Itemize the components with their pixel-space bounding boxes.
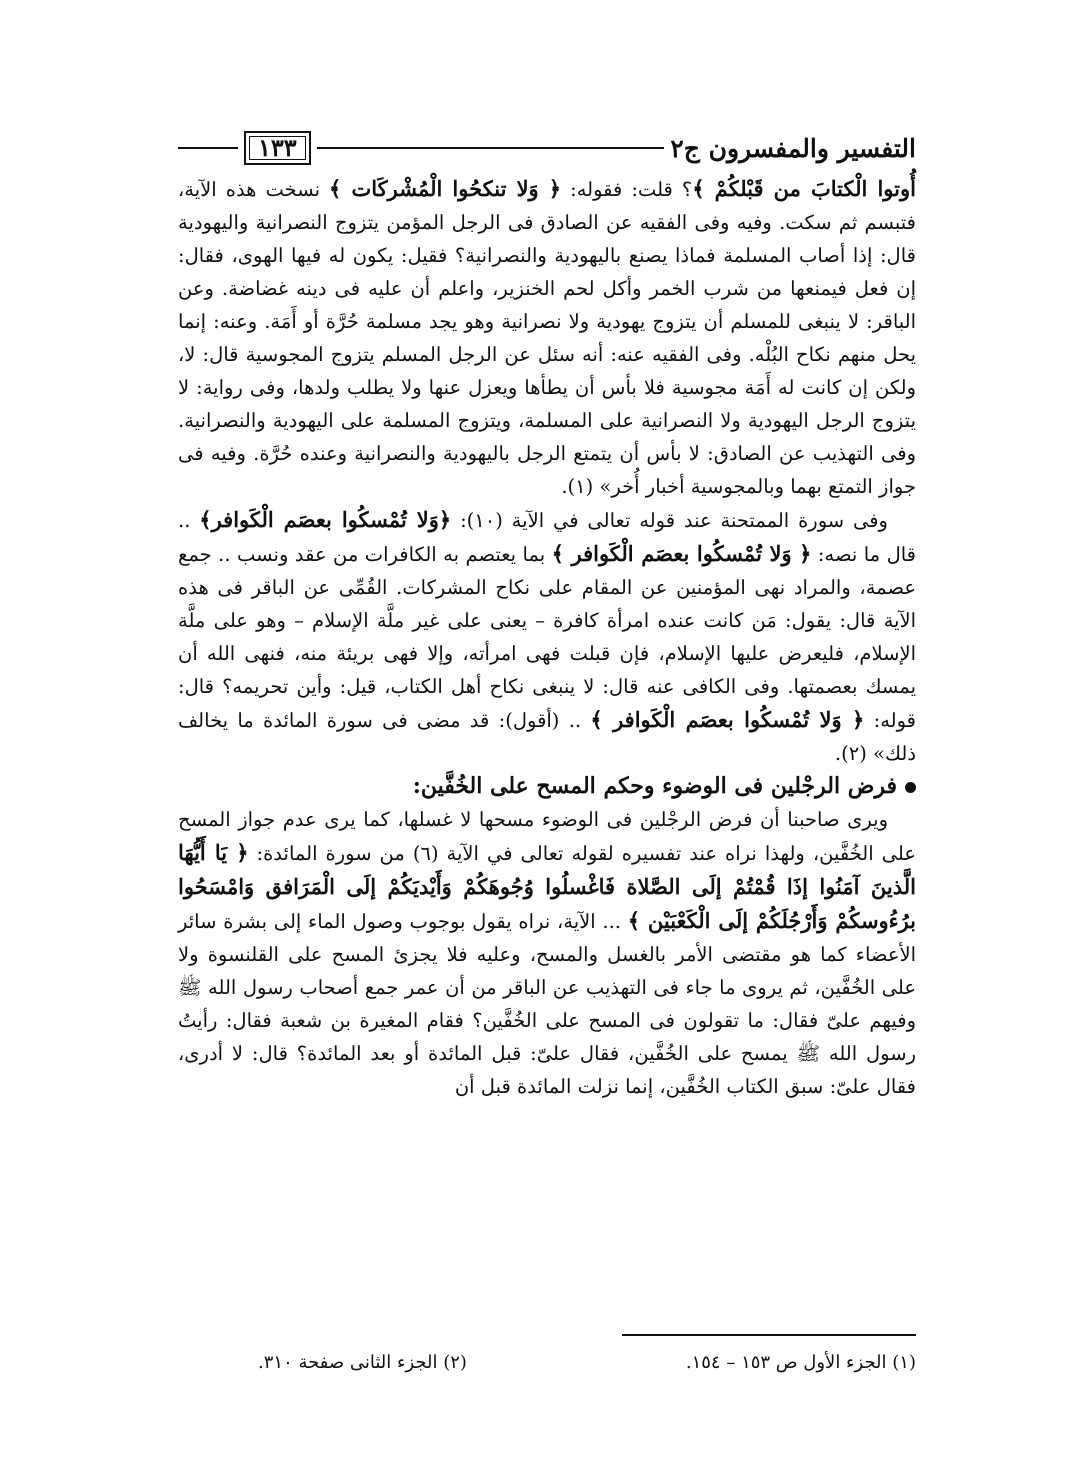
paragraph — [178, 172, 916, 503]
footnote-2: (٢) الجزء الثانى صفحة ٣١٠. — [258, 1352, 467, 1373]
quran-verse: ﴿وَلا تُمْسكُوا بعصَم الْكَوافر﴾ — [199, 507, 452, 532]
quran-verse: ﴿ وَلا تُمْسكُوا بعصَم الْكَوافر ﴾ — [551, 541, 812, 566]
page-body — [178, 172, 916, 1103]
body-text: وفى سورة الممتحنة عند قوله تعالى في الآية (١٠): — [451, 509, 888, 532]
body-text: .. (أقول): قد مضى فى سورة المائدة ما يخالف ذلك» (٢). — [178, 709, 916, 765]
body-text: نسخت هذه الآية، فتبسم ثم سكت. وفيه وفى الفقيه عن الصادق فى الرجل المؤمن يتزوج النصرانية واليهودية قال: إذا أصاب المسلمة فماذا يصنع باليهودية والنصرانية؟ فقيل: يكون له فيها الهوى، فقال: إن فعل فيمنعها من شرب الخمر وأكل لحم الخنزير، واعلم أن عليه فى دينه غضاضة. وعن الباقر: لا ينبغى للمسلم أن يتزوج يهودية ولا نصرانية وهو يجد مسلمة حُرَّة أو أَمَة. وعنه: إنما يحل منهم نكاح البُلْه. وفى الفقيه عنه: أنه سئل عن الرجل المسلم يتزوج المجوسية قال: لا، ولكن إن كانت له أَمَة مجوسية فلا بأس أن يطأها ويعزل عنها ولا يطلب ولدها، وفى رواية: لا يتزوج الرجل اليهودية ولا النصرانية على المسلمة، ويتزوج المسلمة على اليهودية والنصرانية. وفى التهذيب عن الصادق: لا بأس أن يتمتع الرجل باليهودية والنصرانية وعنده حُرَّة. وفيه فى جواز التمتع بهما وبالمجوسية أخبار أُخر» (١). — [178, 178, 916, 498]
paragraph — [178, 503, 916, 770]
paragraph — [178, 803, 916, 1103]
body-text: بما يعتصم به الكافرات من عقد ونسب .. جمع عصمة، والمراد نهى المؤمنين عن المقام على نكاح المشركات. القُمِّى عن الباقر فى هذه الآية قال: يقول: مَن كانت عنده امرأة كافرة – يعنى على غير ملَّة الإسلام – وهو على ملَّة الإسلام، فليعرض عليها الإسلام، فإن قبلت فهى امرأته، وإلا فهى بريئة منه، فنهى الله أن يمسك بعصمتها. وفى الكافى عنه قال: لا ينبغى نكاح أهل الكتاب، قيل: وأين تحريمه؟ قال: قوله: — [178, 543, 916, 732]
body-text: ويرى صاحبنا أن فرض الرجْلين فى الوضوء مسحها لا غسلها، كما يرى عدم جواز المسح على الخُفَّين، ولهذا نراه عند تفسيره لقوله تعالى في الآية (٦) من سورة المائدة: — [178, 808, 916, 865]
text-block-2 — [178, 803, 916, 1103]
running-title: التفسير والمفسرون ج٢ — [670, 133, 916, 163]
body-text: .. قال ما نصه: — [178, 509, 916, 566]
bullet-icon — [905, 782, 916, 793]
section-heading: فرض الرجْلين فى الوضوء وحكم المسح على الخُفَّين: — [178, 770, 916, 803]
quran-verse: ﴿ وَلا تُمْسكُوا بعصَم الْكَوافر ﴾ — [590, 707, 865, 732]
quran-verse: ﴿ يَا أَيُّهَا الَّذينَ آمَنُوا إذَا قُمْتُمْ إلَى الصَّلاة فَاغْسلُوا وُجُوهَكُمْ وَأَيْديَكُمْ إلَى الْمَرَافق وَامْسَحُوا برُءُوسكُمْ وَأَرْجُلَكُمْ إلَى الْكَعْبَيْن ﴾ — [178, 840, 916, 933]
quran-verse: ﴿ وَلا تنكحُوا الْمُشْركَات ﴾ — [329, 176, 562, 201]
header-rule-left — [178, 147, 238, 149]
footnote-separator — [622, 1334, 916, 1336]
text-block-1 — [178, 172, 916, 770]
quran-verse: أُوتوا الْكتابَ من قَبْلكُمْ ﴾ — [692, 176, 916, 201]
footnote-1: (١) الجزء الأول ص ١٥٣ – ١٥٤. — [685, 1352, 916, 1373]
body-text: ؟ قلت: فقوله: — [561, 178, 693, 201]
header-rule — [317, 147, 665, 149]
page-header — [178, 128, 916, 168]
page-number: ١٣٣ — [244, 131, 311, 165]
body-text: ... الآية، نراه يقول بوجوب وصول الماء إلى بشرة سائر الأعضاء كما هو مقتضى الأمر بالغسل والمسح، وعليه فلا يجزئ المسح على القلنسوة ولا على الخُفَّين، ثم يروى ما جاء فى التهذيب عن الباقر من أن عمر جمع أصحاب رسول الله ﷺ وفيهم علىّ فقال: ما تقولون فى المسح على الخُفَّين؟ فقام المغيرة بن شعبة فقال: رأيتُ رسول الله ﷺ يمسح على الخُفَّين، فقال علىّ: قبل المائدة أو بعد المائدة؟ قال: لا أدرى، فقال علىّ: سبق الكتاب الخُفَّين، إنما نزلت المائدة قبل أن — [178, 910, 916, 1098]
